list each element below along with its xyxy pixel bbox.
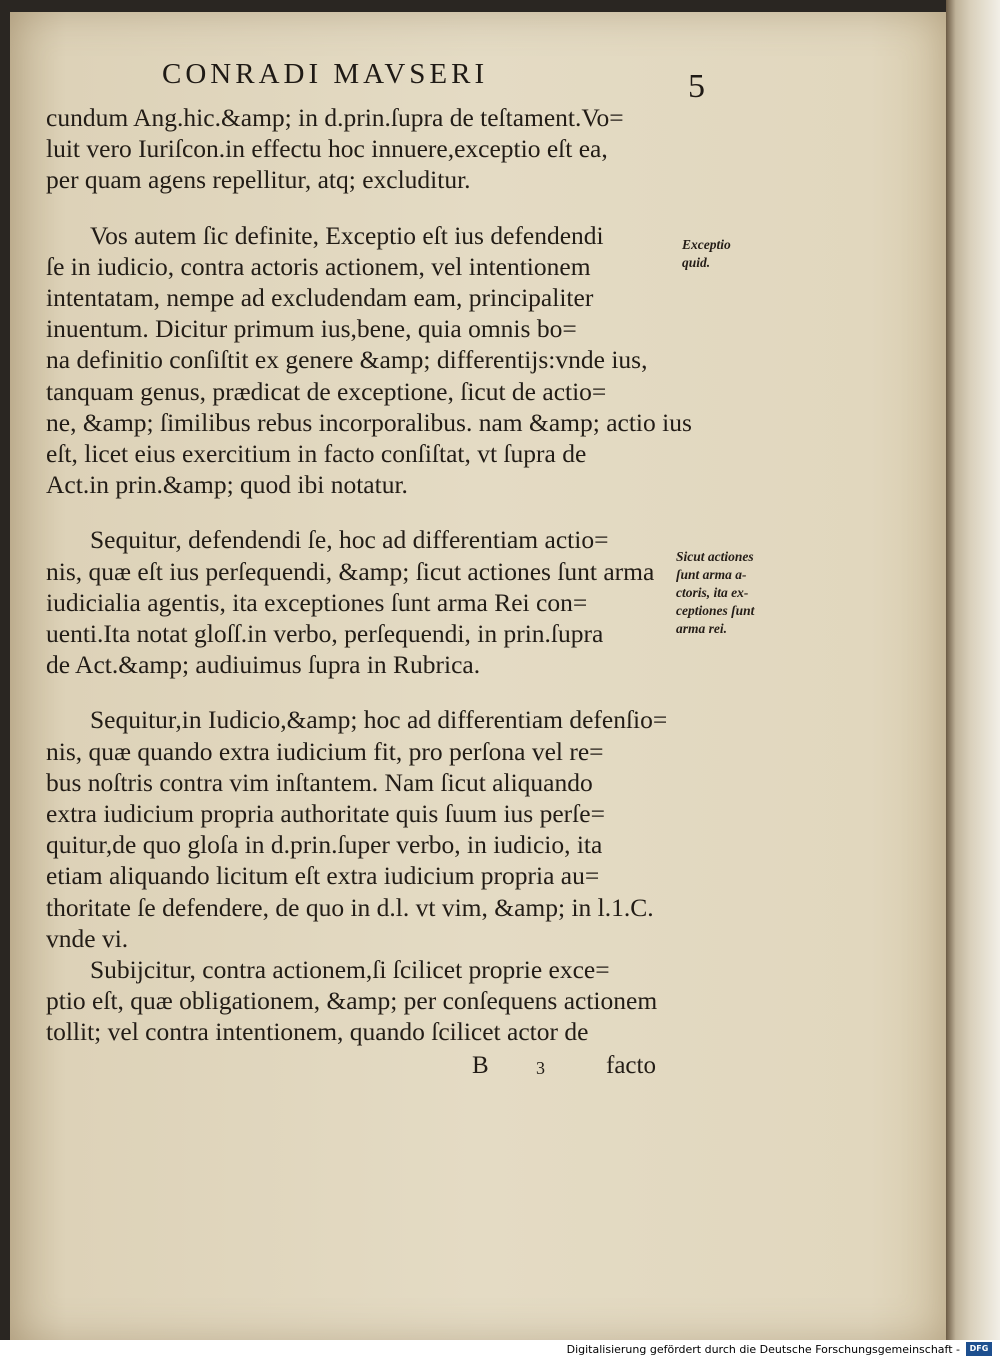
- page-edge: [946, 0, 1000, 1340]
- main-text: [46, 102, 692, 1048]
- text-line: na definitio conſiſtit ex genere &amp; differentijs:vnde ius,: [46, 345, 648, 375]
- paragraph: [46, 524, 678, 680]
- text-line: etiam aliquando licitum eſt extra iudicium propria au=: [46, 861, 600, 891]
- text-line: eſt, licet eius exercitium in facto conſiſtat, vt ſupra de: [46, 439, 587, 469]
- text-line: Subijcitur, contra actionem,ſi ſcilicet proprie exce=: [90, 955, 610, 985]
- text-line: de Act.&amp; audiuimus ſupra in Rubrica.: [46, 650, 481, 680]
- paragraph: [46, 102, 678, 196]
- text-line: ſe in iudicio, contra actoris actionem, vel intentionem: [46, 251, 591, 281]
- text-line: uenti.Ita notat gloſſ.in verbo, perſequendi, in prin.ſupra: [46, 619, 604, 649]
- signature-mark: B: [472, 1052, 489, 1079]
- text-line: tanquam genus, prædicat de exceptione, ſicut de actio=: [46, 376, 607, 406]
- paragraph: [46, 220, 692, 501]
- text-line: Sequitur, defendendi ſe, hoc ad differentiam actio=: [90, 525, 609, 555]
- marginal-note: [676, 548, 754, 638]
- catchword: facto: [606, 1052, 656, 1079]
- text-line: Vos autem ſic definite, Exceptio eſt ius defendendi: [90, 220, 604, 250]
- dfg-logo-icon: DFG: [966, 1342, 992, 1356]
- paragraph: [46, 954, 678, 1048]
- running-head: CONRADI MAVSERI: [162, 58, 489, 90]
- marginal-line: ctoris, ita ex-: [676, 585, 749, 600]
- page-number: 5: [688, 68, 705, 105]
- text-line: Act.in prin.&amp; quod ibi notatur.: [46, 470, 408, 500]
- marginal-line: ceptiones ſunt: [676, 603, 755, 618]
- marginal-line: arma rei.: [676, 621, 728, 636]
- text-line: Sequitur,in Iudicio,&amp; hoc ad differentiam defenſio=: [90, 705, 668, 735]
- text-line: tollit; vel contra intentionem, quando ſcilicet actor de: [46, 1017, 589, 1047]
- marginal-note: [682, 236, 731, 272]
- text-line: iudicialia agentis, ita exceptiones ſunt arma Rei con=: [46, 587, 588, 617]
- text-line: inuentum. Dicitur primum ius,bene, quia omnis bo=: [46, 314, 577, 344]
- text-line: per quam agens repellitur, atq; excluditur.: [46, 165, 471, 195]
- text-line: cundum Ang.hic.&amp; in d.prin.ſupra de teſtament.Vo=: [46, 103, 624, 132]
- marginal-line: ſunt arma a-: [676, 567, 747, 582]
- marginal-line: Sicut actiones: [676, 549, 754, 564]
- marginal-line: Exceptio: [682, 237, 731, 252]
- paragraph: [46, 704, 678, 954]
- text-line: ptio eſt, quæ obligationem, &amp; per conſequens actionem: [46, 986, 658, 1016]
- credit-text: Digitalisierung gefördert durch die Deutsche Forschungsgemeinschaft -: [566, 1343, 960, 1356]
- text-line: vnde vi.: [46, 923, 129, 953]
- text-line: intentatam, nempe ad excludendam eam, principaliter: [46, 283, 594, 313]
- text-line: luit vero Iuriſcon.in effectu hoc innuere,exceptio eſt ea,: [46, 134, 608, 164]
- text-line: thoritate ſe defendere, de quo in d.l. vt vim, &amp; in l.1.C.: [46, 892, 654, 922]
- signature-number: 3: [536, 1058, 545, 1078]
- text-line: ne, &amp; ſimilibus rebus incorporalibus. nam &amp; actio ius: [46, 407, 692, 437]
- text-line: nis, quæ eſt ius perſequendi, &amp; ſicut actiones ſunt arma: [46, 556, 655, 586]
- text-line: bus noſtris contra vim inſtantem. Nam ſicut aliquando: [46, 767, 593, 797]
- text-line: quitur,de quo gloſa in d.prin.ſuper verbo, in iudicio, ita: [46, 830, 603, 860]
- text-line: extra iudicium propria authoritate quis ſuum ius perſe=: [46, 799, 605, 829]
- text-line: nis, quæ quando extra iudicium fit, pro perſona vel re=: [46, 736, 604, 766]
- marginal-line: quid.: [682, 255, 711, 270]
